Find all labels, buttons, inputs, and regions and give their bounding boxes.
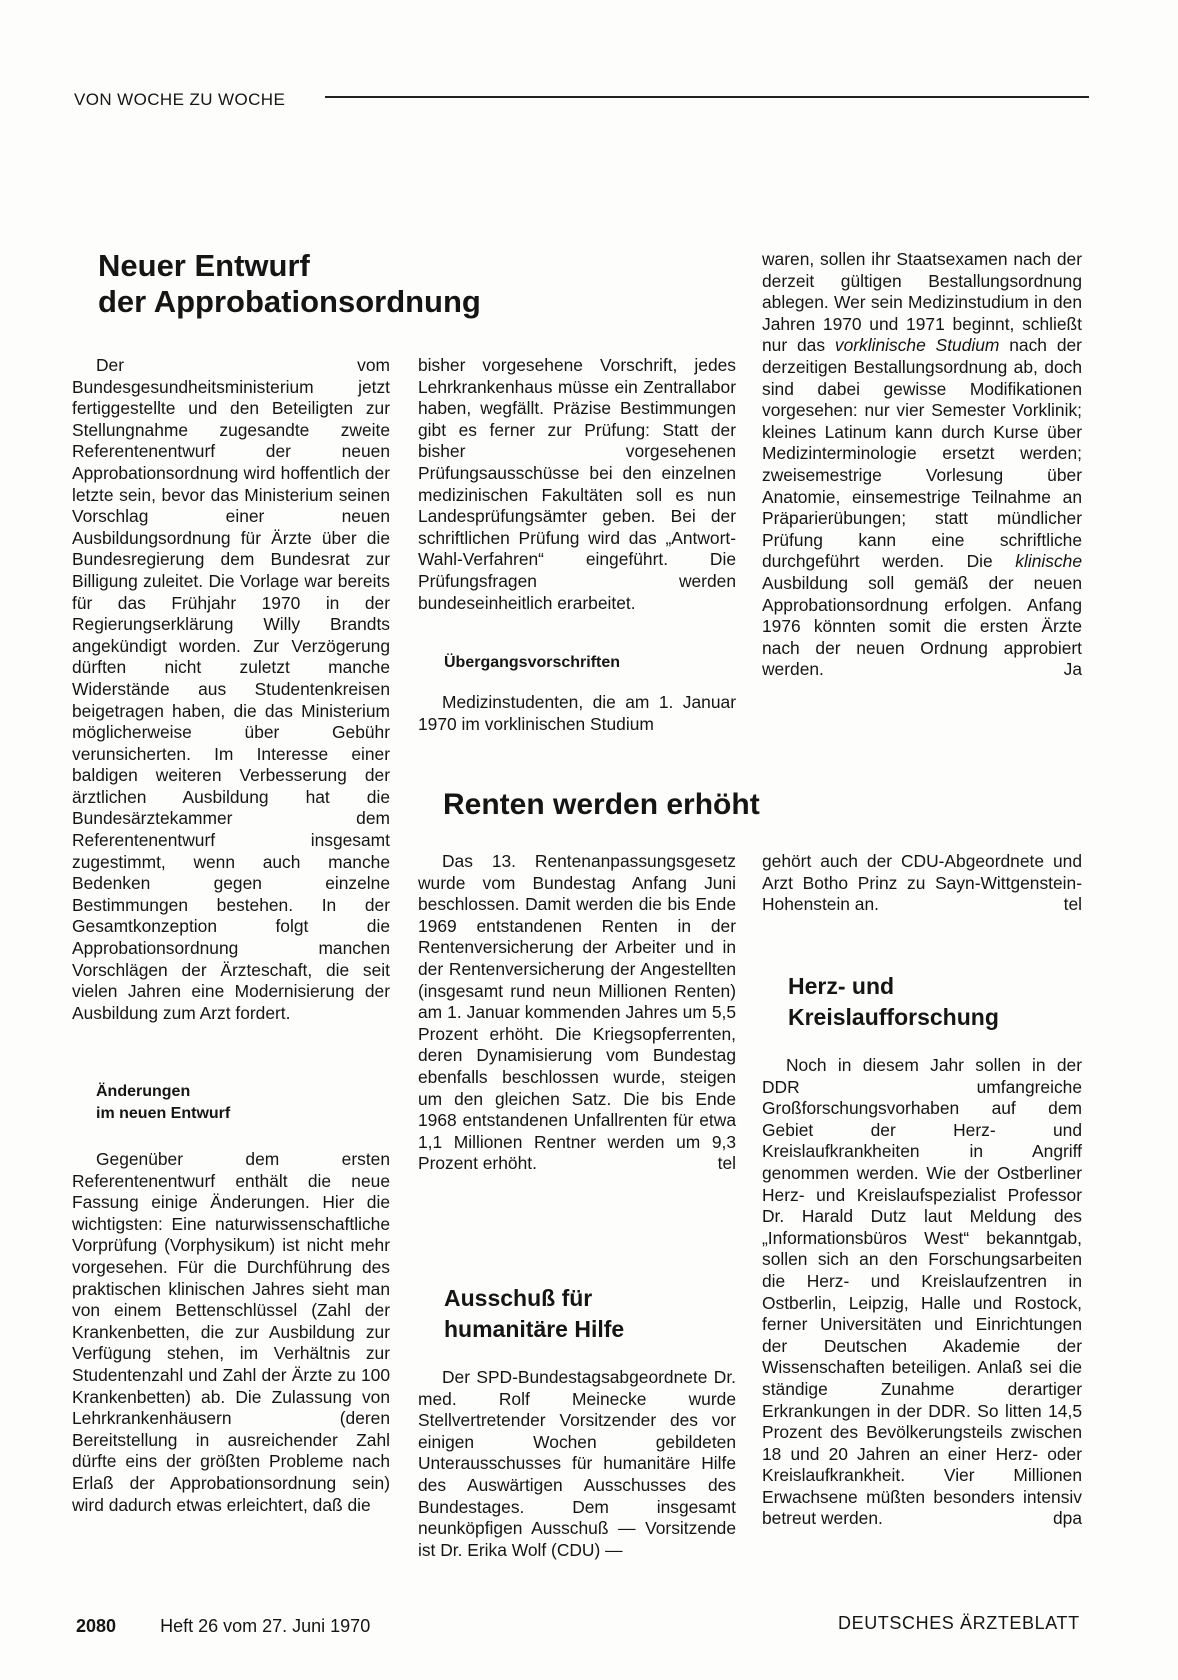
article-title — [444, 1283, 624, 1345]
text-run: gehört auch der CDU-Abgeordnete und Arzt Botho Prinz zu Sayn-Wittgenstein-Hohenstein an. — [762, 851, 1082, 915]
column-1-continued — [72, 1149, 390, 1516]
column-3-article-4 — [762, 1055, 1082, 1530]
article-title — [98, 248, 481, 320]
page-number: 2080 — [76, 1616, 117, 1636]
header-rule — [325, 96, 1089, 98]
article-title: Renten werden erhöht — [443, 788, 760, 821]
paragraph — [762, 1055, 1082, 1530]
paragraph — [762, 249, 1082, 681]
article-title-line: der Approbationsordnung — [98, 284, 481, 319]
column-3 — [762, 249, 1082, 681]
paragraph: Medizinstudenten, die am 1. Januar 1970 im vorklinischen Studium — [418, 692, 736, 734]
author-signature: tel — [717, 1153, 736, 1174]
article-title-line: Herz- und — [788, 973, 895, 999]
text-run: nach der derzeitigen Bestallungsordnung ab, doch sind dabei gewisse Modifikationen vorgesehen: nur vier Semester Vorklinik; kleines Latinum kann durch Kurse über Medizinterminologie ersetzt werden; zweisemestrige Vorlesung über Anatomie, einsemestrige Teilnahme an Präparierübungen; statt mündlicher Prüfung kann eine schriftliche durchgeführt werden. Die — [762, 335, 1082, 572]
paragraph: Gegenüber dem ersten Referentenentwurf enthält die neue Fassung einige Änderungen. Hier die wichtigsten: Eine naturwissenschaftliche Vorprüfung (Vorphysikum) ist nicht mehr vorgesehen. Für die Durchführung des praktischen klinischen Jahres sieht man von einem Bettenschlüssel (Zahl der Krankenbetten, die zur Ausbildung zur Verfügung stehen, im Verhältnis zur Studentenzahl und Zahl der Ärzte zu 100 Krankenbetten) ab. Die Zulassung von Lehrkrankenhäusern (deren Bereitstellung in ausreichender Zahl dürfte eins der größten Probleme nach Erlaß der Approbationsordnung sein) wird dadurch etwas erleichtert, daß die — [72, 1149, 390, 1515]
article-title-line: Ausschuß für — [444, 1285, 593, 1311]
footer-page-info — [76, 1616, 370, 1637]
author-signature: tel — [1063, 894, 1082, 915]
section-header: VON WOCHE ZU WOCHE — [74, 90, 286, 109]
subheading-line: im neuen Entwurf — [96, 1105, 231, 1122]
article-title-line: humanitäre Hilfe — [444, 1316, 625, 1342]
subheading — [96, 1081, 230, 1125]
author-signature: Ja — [1063, 659, 1082, 680]
column-2-continued — [418, 692, 736, 735]
article-title-line: Neuer Entwurf — [98, 248, 310, 283]
issue-info: Heft 26 vom 27. Juni 1970 — [160, 1616, 371, 1636]
paragraph: bisher vorgesehene Vorschrift, jedes Lehrkrankenhaus müsse ein Zentrallabor haben, wegfällt. Präzise Bestimmungen gibt es ferner zur Prüfung: Statt der bisher vorgesehenen Prüfungsausschüsse bei den einzelnen medizinischen Fakultäten soll es nun Landesprüfungsämter geben. Bei der schriftlichen Prüfung wird das „Antwort-Wahl-Verfahren“ eingeführt. Die Prüfungsfragen werden bundeseinheitlich erarbeitet. — [418, 355, 736, 613]
author-signature: dpa — [1052, 1508, 1082, 1529]
text-run: waren, sollen ihr Staatsexamen nach der derzeit gültigen Bestallungsordnung ablegen. Wer sein Medizinstudium in den Jahren 1970 und 1971 beginnt, schließt nur das — [762, 249, 1082, 356]
paragraph: Der vom Bundesgesundheitsministerium jetzt fertiggestellte und den Beteiligten zur Stellungnahme zugesandte zweite Referentenentwurf der neuen Approbationsordnung wird hoffentlich der letzte sein, bevor das Ministerium seinen Vorschlag einer neuen Ausbildungsordnung für Ärzte über die Bundesregierung dem Bundesrat zur Billigung zuleitet. Die Vorlage war bereits für das Frühjahr 1970 in der Regierungserklärung Willy Brandts angekündigt worden. Zur Verzögerung dürften nicht zuletzt manche Widerstände aus Studentenkreisen beigetragen haben, die das Ministerium möglicherweise über Gebühr verunsicherten. Im Interesse einer baldigen weiteren Verbesserung der ärztlichen Ausbildung hat die Bundesärztekammer dem Referentenentwurf insgesamt zugestimmt, wenn auch manche Bedenken gegen einzelne Bestimmungen bestehen. In der Gesamtkonzeption folgt die Approbationsordnung manchen Vorschlägen der Ärzteschaft, die seit vielen Jahren eine Modernisierung der Ausbildung zum Arzt fordert. — [72, 355, 390, 1023]
article-title-line: Kreislaufforschung — [788, 1004, 999, 1030]
subheading-line: Änderungen — [96, 1083, 191, 1100]
column-3-article-3 — [762, 851, 1082, 916]
text-run: Noch in diesem Jahr sollen in der DDR umfangreiche Großforschungsvorhaben auf dem Gebiet der Herz- und Kreislaufkrankheiten in Angriff genommen werden. Wie der Ostberliner Herz- und Kreislaufspezialist Professor Dr. Harald Dutz laut Meldung des „Informationsbüros West“ bekanntgab, sollen sich an den Forschungsarbeiten die Herz- und Kreislaufzentren in Ostberlin, Leipzig, Halle und Rostock, ferner Universitäten und Einrichtungen der Deutschen Akademie der Wissenschaften beteiligen. Anlaß sei die ständige Zunahme derartiger Erkrankungen in der DDR. So litten 14,5 Prozent des Bevölkerungsteils zwischen 18 und 20 Jahren an einer Herz- oder Kreislaufkrankheit. Vier Millionen Erwachsene müßten besonders intensiv betreut werden. — [762, 1055, 1082, 1529]
column-2-article-2 — [418, 851, 736, 1175]
subheading: Übergangsvorschriften — [444, 654, 621, 671]
column-2 — [418, 355, 736, 614]
text-run: Ausbildung soll gemäß der neuen Approbationsordnung erfolgen. Anfang 1976 könnten somit die ersten Ärzte nach der neuen Ordnung approbiert werden. — [762, 572, 1082, 680]
emphasis: klinische — [1015, 551, 1082, 572]
paragraph: Der SPD-Bundestagsabgeordnete Dr. med. Rolf Meinecke wurde Stellvertretender Vorsitzender des vor einigen Wochen gebildeten Unterausschusses für humanitäre Hilfe des Auswärtigen Ausschusses des Bundestages. Dem insgesamt neunköpfigen Ausschuß — Vorsitzende ist Dr. Erika Wolf (CDU) — — [418, 1367, 736, 1560]
article-title — [788, 971, 999, 1033]
emphasis: vorklinische Studium — [834, 335, 1000, 356]
paragraph — [762, 851, 1082, 916]
paragraph — [418, 851, 736, 1175]
column-1 — [72, 355, 390, 1024]
journal-name: DEUTSCHES ÄRZTEBLATT — [838, 1613, 1080, 1633]
text-run: Das 13. Rentenanpassungsgesetz wurde vom Bundestag Anfang Juni beschlossen. Damit werden die bis Ende 1969 entstandenen Renten in der Rentenversicherung der Arbeiter und in der Rentenversicherung der Angestellten (insgesamt rund neun Millionen Renten) am 1. Januar kommenden Jahres um 5,5 Prozent erhöht. Die Kriegsopferrenten, deren Dynamisierung vom Bundestag ebenfalls beschlossen wurde, steigen um den gleichen Satz. Die bis Ende 1968 entstandenen Unfallrenten für etwa 1,1 Millionen Rentner werden um 9,3 Prozent erhöht. — [418, 851, 736, 1174]
column-2-article-3 — [418, 1367, 736, 1561]
